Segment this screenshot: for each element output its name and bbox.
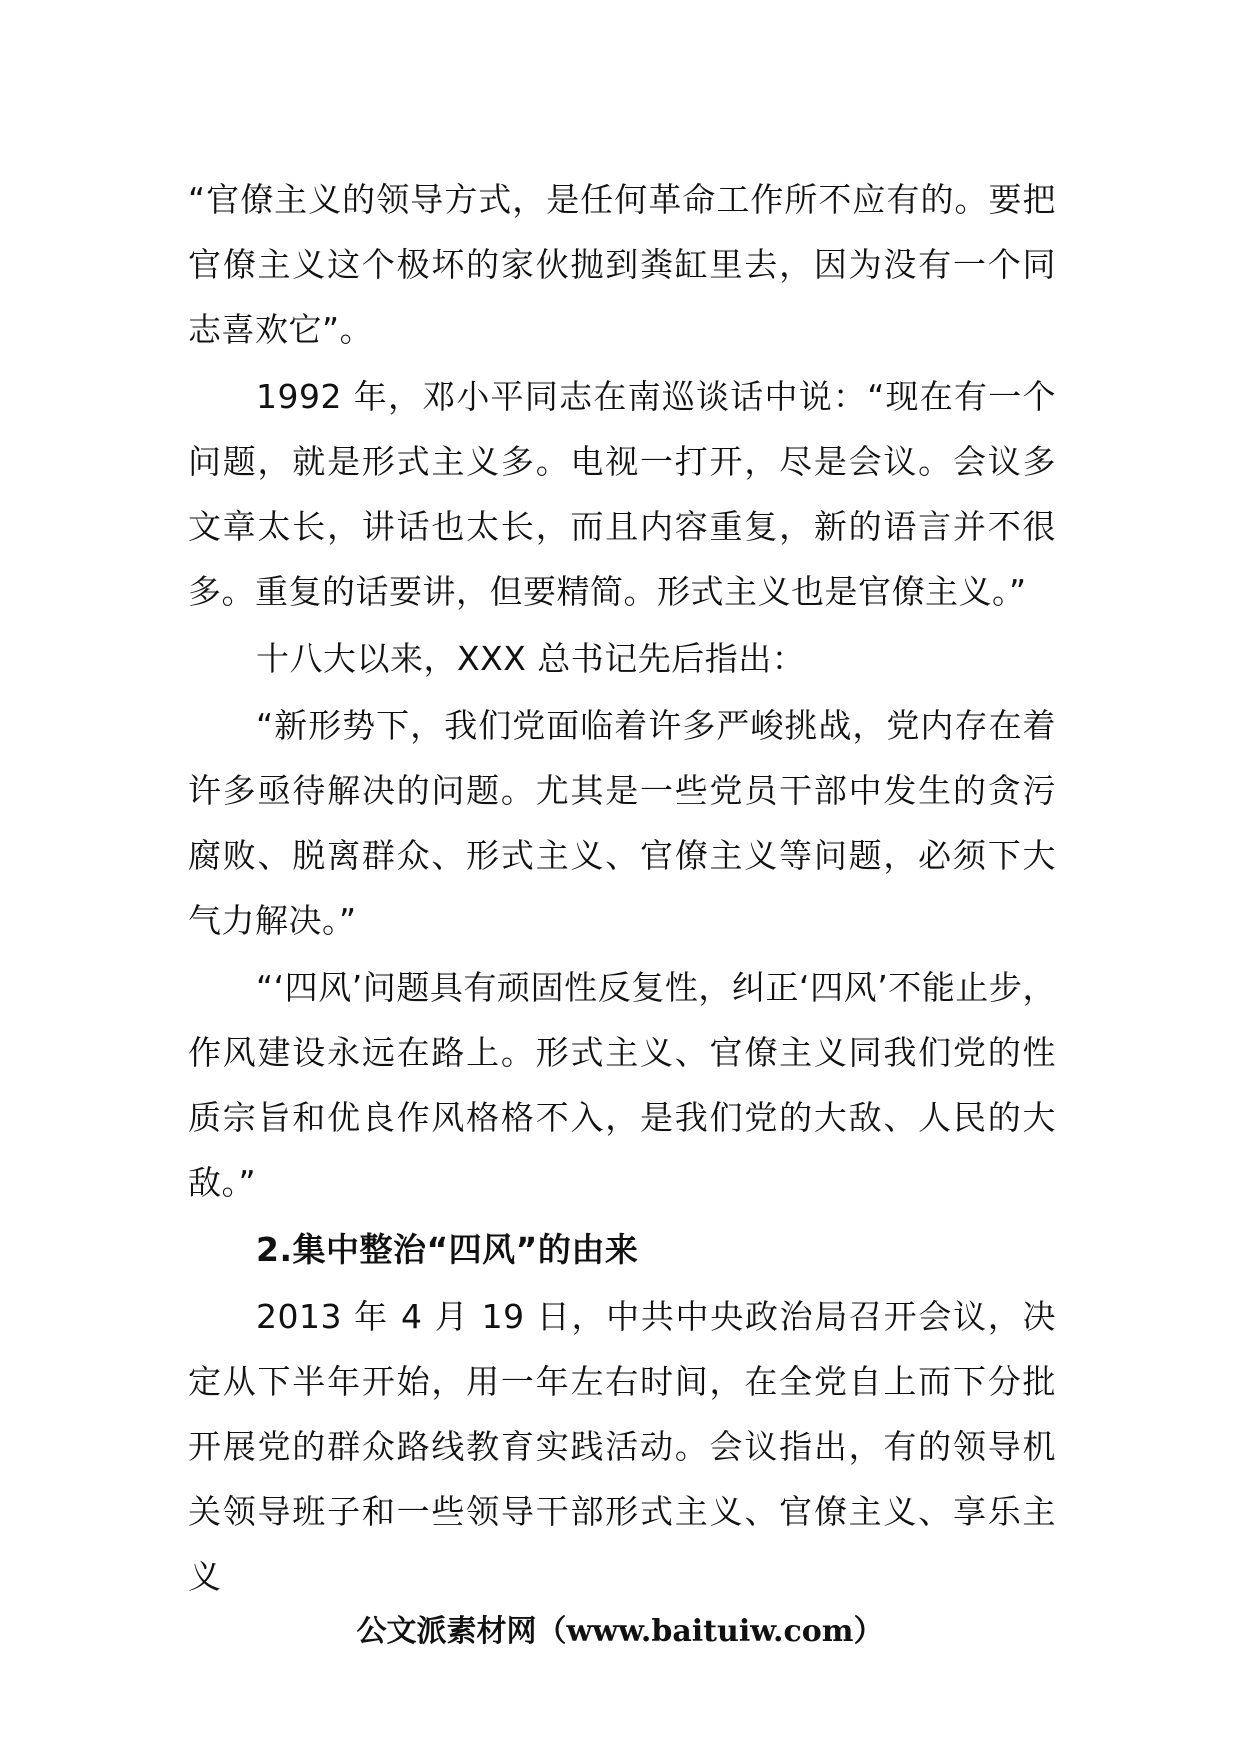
paragraph-deng-xiaoping-1992: 1992 年，邓小平同志在南巡谈话中说：“现在有一个问题，就是形式主义多。电视一打开，尽是会议。会议多文章太长，讲话也太长，而且内容重复，新的语言并不很多。重复的话要讲，但要精简。形式主义也是官僚主义。”	[188, 377, 1056, 611]
paragraph-new-situation-quote: “新形势下，我们党面临着许多严峻挑战，党内存在着许多亟待解决的问题。尤其是一些党员干部中发生的贪污腐败、脱离群众、形式主义、官僚主义等问题，必须下大气力解决。”	[188, 706, 1056, 940]
document-body	[188, 167, 1056, 1611]
paragraph-quote-bureaucracy: “官僚主义的领导方式，是任何革命工作所不应有的。要把官僚主义这个极坏的家伙抛到粪缸里去，因为没有一个同志喜欢它”。	[188, 180, 1056, 349]
section-heading: 2.集中整治“四风”的由来	[256, 1230, 639, 1269]
footer-watermark: 公文派素材网（www.baituiw.com）	[356, 1614, 884, 1649]
paragraph-since-18th-congress: 十八大以来，XXX 总书记先后指出：	[256, 639, 806, 678]
paragraph-four-winds-quote: “‘四风’问题具有顽固性反复性，纠正‘四风’不能止步，作风建设永远在路上。形式主义、官僚主义同我们党的性质宗旨和优良作风格格不入，是我们党的大敌、人民的大敌。”	[188, 968, 1056, 1202]
paragraph-2013-meeting: 2013 年 4 月 19 日，中共中央政治局召开会议，决定从下半年开始，用一年左右时间，在全党自上而下分批开展党的群众路线教育实践活动。会议指出，有的领导机关领导班子和一些领导干部形式主义、官僚主义、享乐主义	[188, 1297, 1056, 1596]
